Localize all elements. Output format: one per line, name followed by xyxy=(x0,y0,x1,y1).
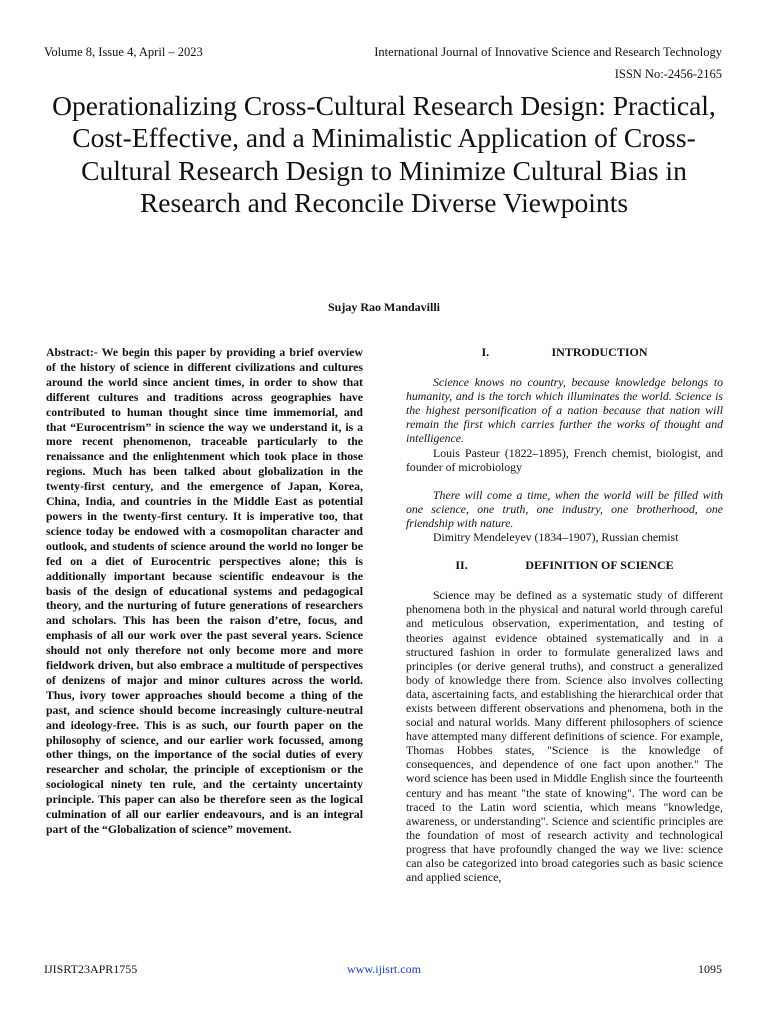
section-title: INTRODUCTION xyxy=(551,345,648,359)
section-heading-definition xyxy=(406,558,723,572)
section-number: I. xyxy=(481,345,490,359)
mendeleyev-quote: There will come a time, when the world will be filled with one science, one truth, one industry, one brotherhood, one friendship with nature. xyxy=(406,487,723,530)
section-heading-introduction xyxy=(406,345,723,359)
author: Sujay Rao Mandavilli xyxy=(327,300,441,314)
footer-page-number: 1095 xyxy=(698,962,722,976)
definition-body: Science may be defined as a systematic study of different phenomena both in the physical and natural world through careful and meticulous observation, experimentation, and testing of theories against evidence obtained systematically and in a structured fashion in order to formulate generalized laws and principles (or derive general truths), and construct a generalized body of knowledge there from. Science also involves collecting data, ascertaining facts, and establishing the hierarchical order that exists between different observations and phenomena, both in the social and natural worlds. Many different philosophers of science have attempted many different definitions of science. For example, Thomas Hobbes states, "Science is the knowledge of consequences, and dependence of one fact upon another." The word science has been used in Middle English since the fourteenth century and has meant "the state of knowing". The word can be traced to the Latin word scientia, which means "knowledge, awareness, or understanding". Science and scientific principles are the foundation of most of research activity and technological progress that have profoundly changed the way we live: science can also be categorized into broad categories such as basic science and applied science, xyxy=(406,588,723,885)
header-issn: ISSN No:-2456-2165 xyxy=(614,67,722,81)
header-journal: International Journal of Innovative Science and Research Technology xyxy=(374,45,722,59)
footer-paper-id: IJISRT23APR1755 xyxy=(44,962,138,976)
header-volume: Volume 8, Issue 4, April – 2023 xyxy=(44,45,203,59)
pasteur-attribution: Louis Pasteur (1822–1895), French chemist, biologist, and founder of microbiology xyxy=(406,445,723,474)
mendeleyev-attribution: Dimitry Mendeleyev (1834–1907), Russian chemist xyxy=(433,530,679,545)
section-number: II. xyxy=(455,558,468,573)
abstract: Abstract:- We begin this paper by providing a brief overview of the history of science in different civilizations and cultures around the world since ancient times, in order to show that different cultures and traditions across geographies have contributed to human thought since time immemorial, and that “Eurocentrism” in science the way we understand it, is a more recent phenomenon, traceable particularly to the renaissance and the enlightenment which took place in those regions. Much has been talked about globalization in the twenty-first century, and the emergence of Japan, Korea, China, India, and countries in the Middle East as potential powers in the twenty-first century. It is imperative too, that science today be endowed with a cosmopolitan character and outlook, and students of science around the world no longer be fed on a diet of Eurocentric perspectives alone; this is additionally important because scientific endeavour is the basis of the design of educational systems and pedagogical theory, and the nurturing of future generations of researchers and scholars. This has been the raison d’etre, focus, and emphasis of all our work over the past several years. Science should not only therefore not only become more and more fieldwork driven, but also embrace a multitude of perspectives of denizens of major and minor cultures across the world. Thus, ivory tower approaches should become a thing of the past, and science should become increasingly culture-neutral and ideology-free. This is as such, our fourth paper on the philosophy of science, and our earlier work focussed, among other things, on the importance of the social duties of every researcher and scholar, the principle of exceptionism or the sociological ninety ten rule, and the certainty uncertainty principle. This paper can also be therefore seen as the logical culmination of all our earlier endeavours, and is an integral part of the “Globalization of science” movement. xyxy=(46,345,363,836)
right-column xyxy=(406,345,723,884)
section-title: DEFINITION OF SCIENCE xyxy=(525,558,674,573)
footer-website-link[interactable]: www.ijisrt.com xyxy=(347,962,421,976)
paper-title: Operationalizing Cross-Cultural Research Design: Practical, Cost-Effective, and a Minimalistic Application of Cross-Cultural Research Design to Minimize Cultural Bias in Research and Reconcile Diverse Viewpoints xyxy=(52,90,716,218)
pasteur-quote: Science knows no country, because knowledge belongs to humanity, and is the torch which illuminates the world. Science is the highest personification of a nation because that nation will remain the first which carries further the works of thought and intelligence. xyxy=(406,375,723,446)
